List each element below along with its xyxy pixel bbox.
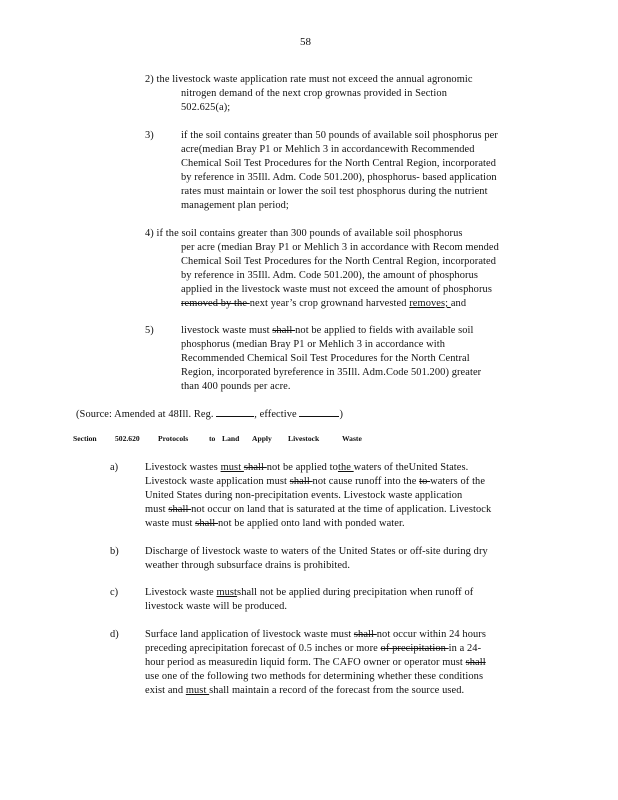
item-2-line-2: nitrogen demand of the next crop grownas provided in Section <box>181 88 447 99</box>
section-word: Section <box>73 434 97 443</box>
para-a-line-2: Livestock waste application must shall not cause runoff into the to waters of the <box>145 476 486 487</box>
para-d-line-3: hour period as measuredin liquid form. The CAFO owner or operator must shall <box>145 657 486 668</box>
section-number: 502.620 <box>115 434 140 443</box>
item-5-line-2: phosphorus (median Bray P1 or Mehlich 3 in accordance with <box>181 339 446 350</box>
item-3-line-1: if the soil contains greater than 50 pounds of available soil phosphorus per <box>181 130 498 141</box>
item-3-line-2: acre(median Bray P1 or Mehlich 3 in accordancewith Recommended <box>181 144 475 155</box>
item-5-marker: 5) <box>145 325 154 336</box>
item-4-line-6: removed by the next year’s crop grownand harvested removes; and <box>181 298 467 309</box>
para-c-line-1: Livestock waste mustshall not be applied during precipitation when runoff of <box>145 587 474 598</box>
para-c-marker: c) <box>110 587 119 598</box>
section-title-word: Apply <box>252 434 272 443</box>
section-title-word: Protocols <box>158 434 189 443</box>
section-title-word: Waste <box>342 434 362 443</box>
item-5-line-5: than 400 pounds per acre. <box>181 381 291 392</box>
underlined-text: removes; <box>409 298 451 309</box>
para-d-line-2: preceding aprecipitation forecast of 0.5 inches or more of precipitation in a 24- <box>145 643 482 654</box>
blank-reg-number <box>216 407 254 417</box>
item-2-line-1: 2) the livestock waste application rate must not exceed the annual agronomic <box>145 74 473 85</box>
item-5-line-3: Recommended Chemical Soil Test Procedures for the North Central <box>181 353 470 364</box>
para-b-line-2: weather through subsurface drains is prohibited. <box>145 560 351 571</box>
item-4-line-2: per acre (median Bray P1 or Mehlich 3 in accordance with Recom mended <box>181 242 499 253</box>
para-d-line-1: Surface land application of livestock waste must shall not occur within 24 hours <box>145 629 487 640</box>
item-4-line-1: 4) if the soil contains greater than 300 pounds of available soil phosphorus <box>145 228 463 239</box>
para-a-marker: a) <box>110 462 119 473</box>
item-4-line-4: by reference in 35Ill. Adm. Code 501.200), the amount of phosphorus <box>181 270 479 281</box>
item-2-line-3: 502.625(a); <box>181 102 231 113</box>
para-a-line-4: must shall not occur on land that is saturated at the time of application. Livestock <box>145 504 492 515</box>
para-a-line-3: United States during non-precipitation events. Livestock waste application <box>145 490 463 501</box>
item-3-line-5: rates must maintain or lower the soil test phosphorus during the nutrient <box>181 186 488 197</box>
item-4-line-5: applied in the livestock waste must not exceed the amount of phosphorus <box>181 284 492 295</box>
para-b-line-1: Discharge of livestock waste to waters of the United States or off-site during dry <box>145 546 488 557</box>
item-5-line-4: Region, incorporated byreference in 35Ill. Adm.Code 501.200) greater <box>181 367 482 378</box>
struck-text: shall <box>272 325 296 336</box>
item-3-marker: 3) <box>145 130 154 141</box>
para-a-line-1: Livestock wastes must shall not be applied tothe waters of theUnited States. <box>145 462 469 473</box>
section-title-word: to <box>209 434 216 443</box>
para-d-line-5: exist and must shall maintain a record of the forecast from the source used. <box>145 685 465 696</box>
item-4-line-3: Chemical Soil Test Procedures for the North Central Region, incorporated <box>181 256 497 267</box>
para-d-marker: d) <box>110 629 119 640</box>
struck-text: removed by the <box>181 298 250 309</box>
blank-effective-date <box>299 407 339 417</box>
source-note: (Source: Amended at 48Ill. Reg. , effective ) <box>76 409 343 420</box>
para-b-marker: b) <box>110 546 119 557</box>
item-3-line-4: by reference in 35Ill. Adm. Code 501.200), phosphorus- based application <box>181 172 497 183</box>
para-c-line-2: livestock waste will be produced. <box>145 601 288 612</box>
item-5-line-1: livestock waste must shall not be applied to fields with available soil <box>181 325 474 336</box>
page-number: 58 <box>300 36 311 48</box>
item-3-line-6: management plan period; <box>181 200 289 211</box>
para-a-line-5: waste must shall not be applied onto land with ponded water. <box>145 518 405 529</box>
para-d-line-4: use one of the following two methods for determining whether these conditions <box>145 671 484 682</box>
item-3-line-3: Chemical Soil Test Procedures for the North Central Region, incorporated <box>181 158 497 169</box>
section-title-word: Livestock <box>288 434 320 443</box>
section-title-word: Land <box>222 434 240 443</box>
